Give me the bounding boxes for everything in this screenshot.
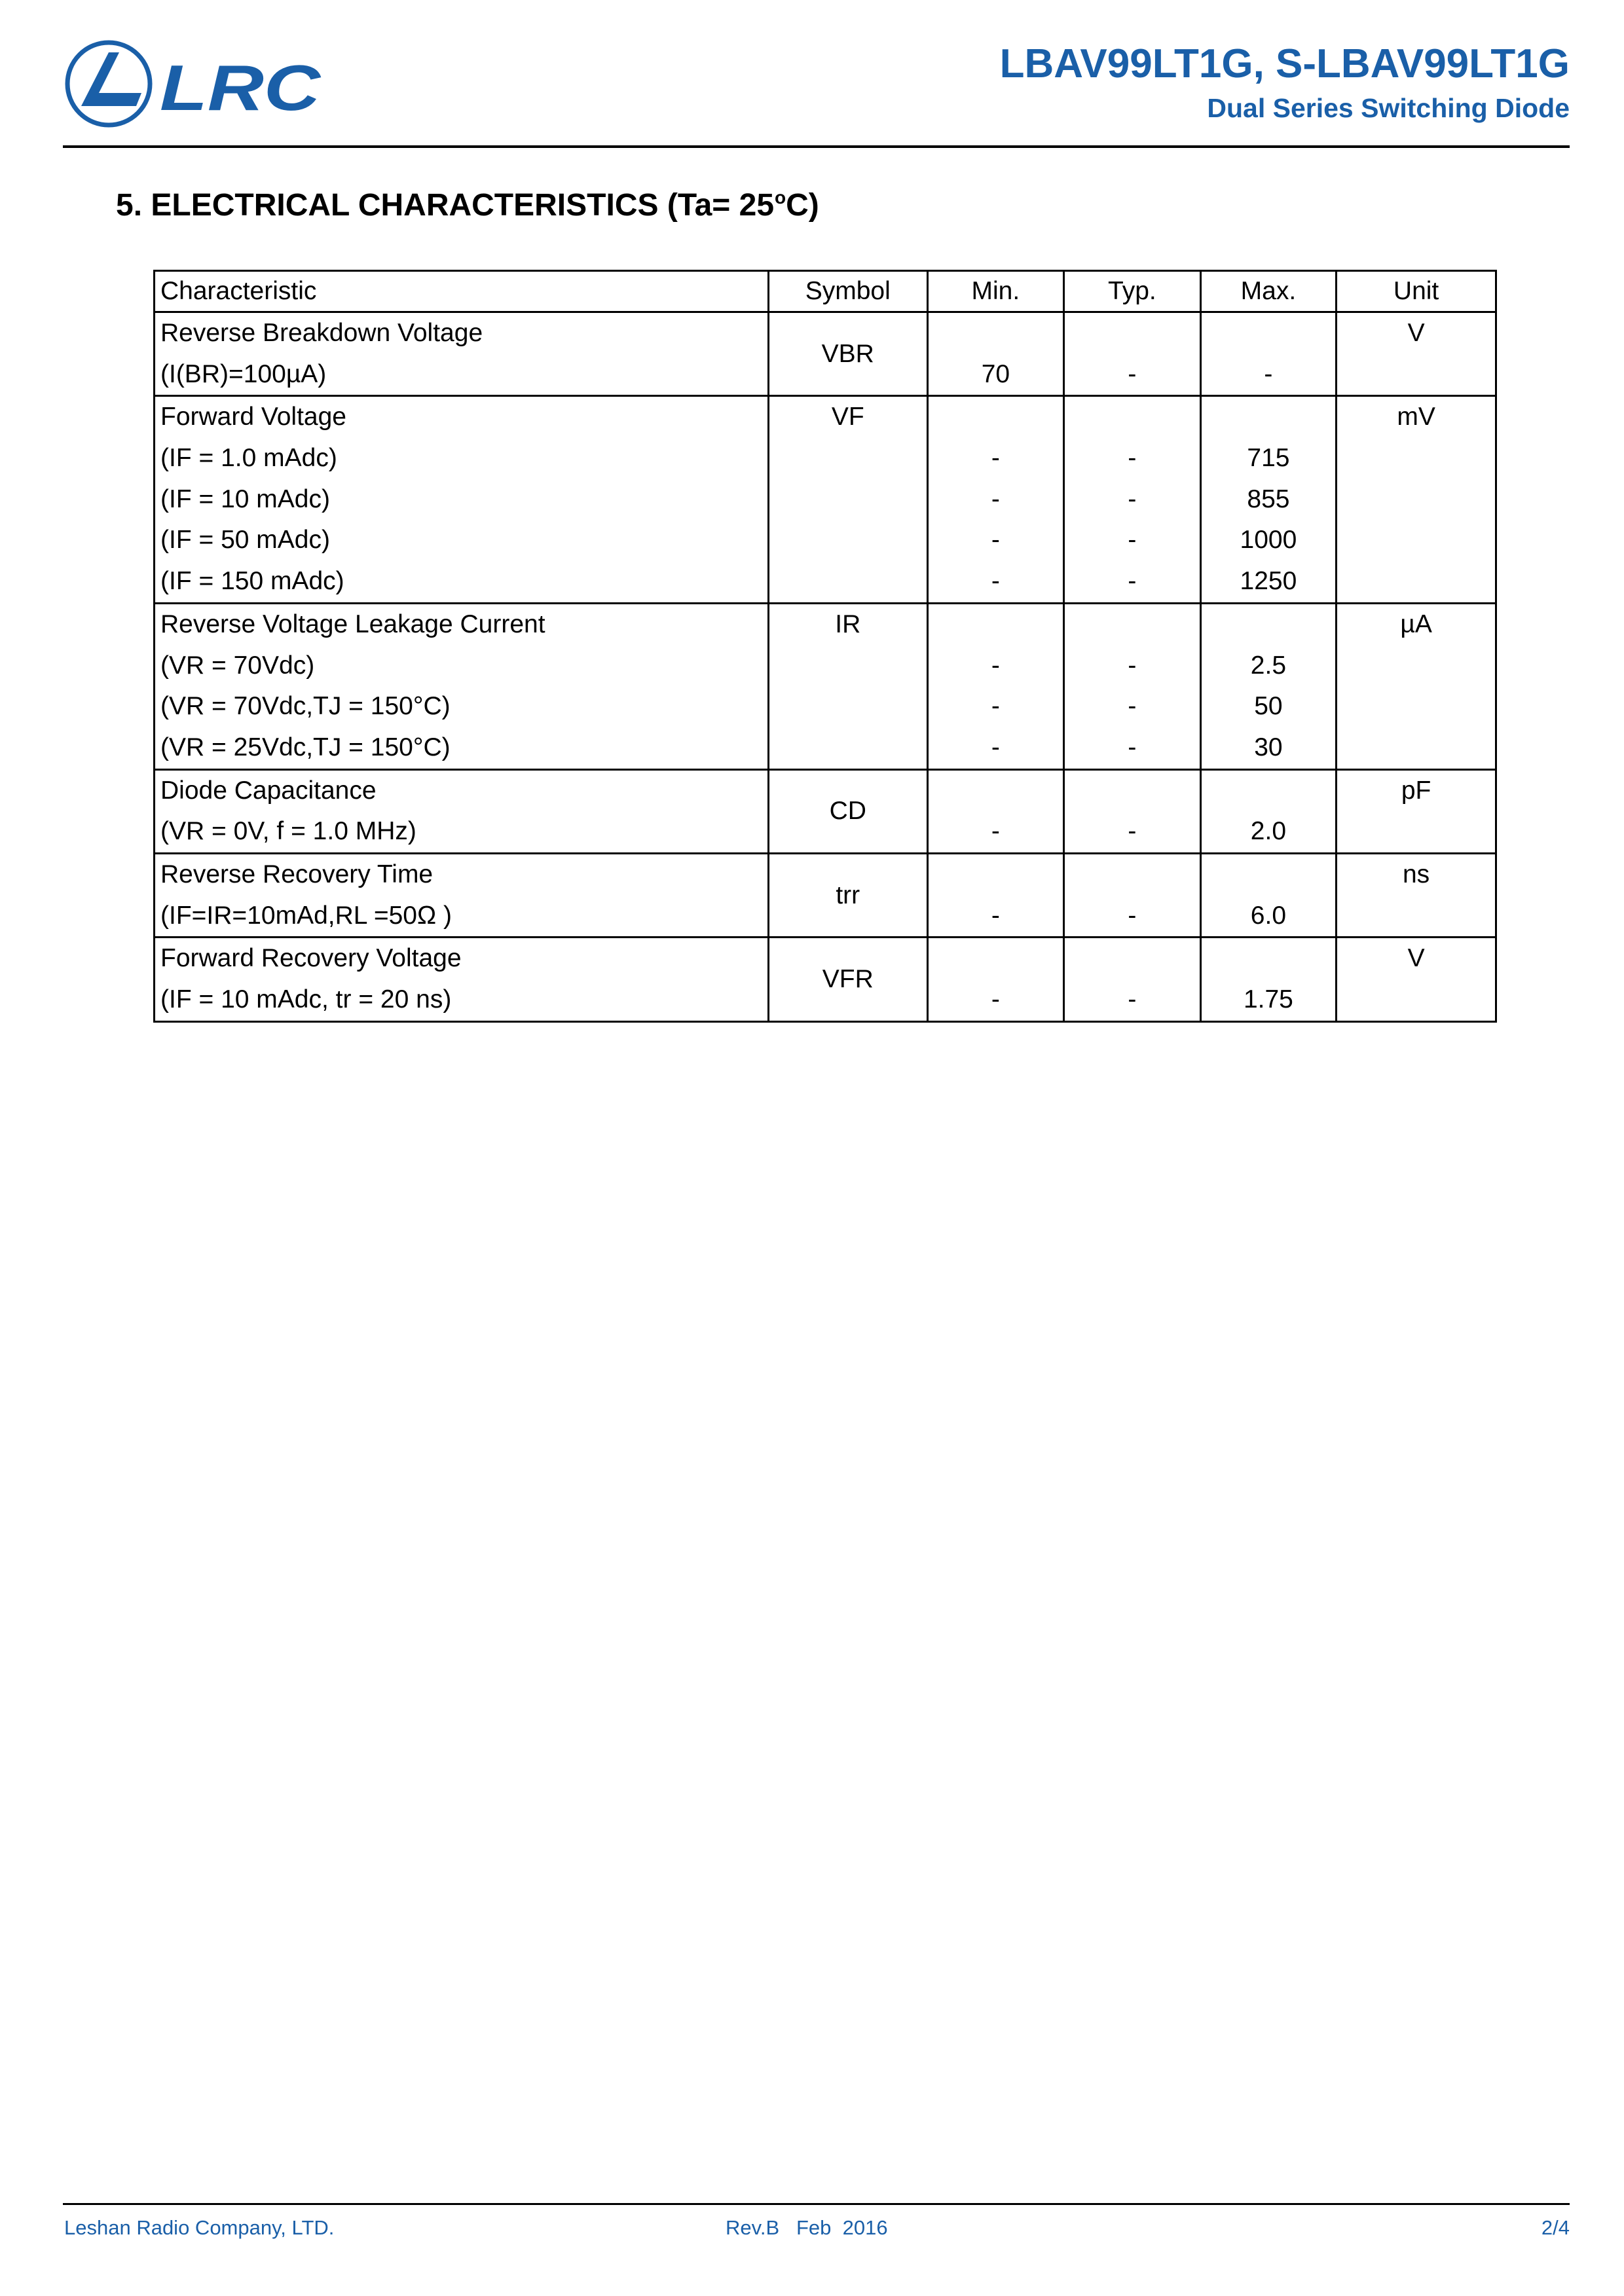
section-title-degree: o: [775, 187, 786, 208]
max-cell: [1200, 769, 1337, 853]
max-value: 715: [1247, 444, 1290, 473]
min-value: -: [991, 484, 1000, 513]
document-title: LBAV99LT1G, S-LBAV99LT1G: [999, 41, 1570, 86]
max-value: 2.5: [1250, 651, 1287, 680]
condition-text: (VR = 70Vdc): [160, 651, 315, 680]
max-value: 50: [1254, 692, 1283, 721]
max-cell: [1200, 938, 1337, 1021]
min-cell: [927, 769, 1064, 853]
min-value: -: [991, 651, 1000, 680]
table-header-row: [155, 271, 1496, 312]
min-value: 70: [981, 359, 1010, 388]
unit-value: V: [1407, 319, 1425, 347]
table-row-forward-voltage: [155, 396, 1496, 603]
table-row-reverse-breakdown-voltage: [155, 312, 1496, 396]
symbol-value: VBR: [821, 339, 874, 368]
characteristic-name: Reverse Breakdown Voltage: [160, 319, 483, 347]
min-value: -: [991, 692, 1000, 721]
max-value: 1250: [1240, 567, 1297, 596]
condition-text: (IF = 10 mAdc, tr = 20 ns): [160, 985, 452, 1013]
logo-emblem: [81, 52, 141, 106]
min-value: -: [991, 733, 1000, 761]
document-subtitle: Dual Series Switching Diode: [1207, 93, 1570, 123]
max-value: 855: [1247, 484, 1290, 513]
min-cell: [927, 853, 1064, 937]
table-row-reverse-recovery-time: [155, 853, 1496, 937]
header-typ: Typ.: [1064, 271, 1201, 312]
section-title-end: C): [786, 188, 819, 223]
typ-cell: [1064, 312, 1201, 396]
condition-text: (VR = 70Vdc,TJ = 150°C): [160, 692, 451, 721]
unit-cell: [1337, 396, 1496, 603]
characteristic-name: Forward Recovery Voltage: [160, 944, 462, 973]
symbol-value: VF: [831, 403, 864, 431]
condition-text: (I(BR)=100µA): [160, 359, 327, 388]
min-cell: [927, 312, 1064, 396]
header-divider: [63, 145, 1570, 148]
typ-value: -: [1128, 651, 1137, 680]
lrc-logo: [63, 38, 325, 130]
max-value: 30: [1254, 733, 1283, 761]
min-value: -: [991, 526, 1000, 555]
symbol-cell: [768, 938, 927, 1021]
unit-cell: [1337, 938, 1496, 1021]
typ-value: -: [1128, 444, 1137, 473]
typ-cell: [1064, 769, 1201, 853]
condition-text: (VR = 0V, f = 1.0 MHz): [160, 817, 416, 846]
condition-text: (IF = 50 mAdc): [160, 526, 330, 555]
typ-value: -: [1128, 985, 1137, 1013]
typ-value: -: [1128, 692, 1137, 721]
header-characteristic: Characteristic: [155, 271, 769, 312]
logo-text: LRC: [160, 52, 322, 124]
symbol-value: CD: [829, 797, 866, 826]
typ-cell: [1064, 603, 1201, 769]
condition-text: (IF=IR=10mAd,RL =50Ω ): [160, 901, 452, 930]
max-cell: [1200, 603, 1337, 769]
characteristic-cell: [155, 938, 769, 1021]
max-value: 2.0: [1250, 817, 1287, 846]
typ-cell: [1064, 396, 1201, 603]
unit-cell: [1337, 312, 1496, 396]
typ-value: -: [1128, 484, 1137, 513]
typ-value: -: [1128, 567, 1137, 596]
footer-company: Leshan Radio Company, LTD.: [64, 2216, 335, 2239]
table-row-forward-recovery-voltage: [155, 938, 1496, 1021]
header-max: Max.: [1200, 271, 1337, 312]
min-cell: [927, 603, 1064, 769]
unit-value: mV: [1397, 403, 1435, 431]
symbol-cell: [768, 603, 927, 769]
footer-divider: [63, 2203, 1570, 2205]
symbol-value: VFR: [822, 965, 874, 993]
max-value: -: [1264, 359, 1273, 388]
table-row-reverse-leakage-current: [155, 603, 1496, 769]
max-cell: [1200, 312, 1337, 396]
unit-cell: [1337, 769, 1496, 853]
section-title-main: 5. ELECTRICAL CHARACTERISTICS (Ta= 25: [116, 188, 775, 223]
characteristic-cell: [155, 853, 769, 937]
characteristic-name: Forward Voltage: [160, 403, 346, 431]
typ-value: -: [1128, 817, 1137, 846]
table-row-diode-capacitance: [155, 769, 1496, 853]
symbol-value: IR: [835, 610, 861, 638]
symbol-cell: [768, 312, 927, 396]
characteristic-name: Reverse Voltage Leakage Current: [160, 610, 545, 638]
characteristic-cell: [155, 603, 769, 769]
footer-page-number: 2/4: [1541, 2216, 1570, 2239]
header-unit: Unit: [1337, 271, 1496, 312]
characteristic-name: Diode Capacitance: [160, 776, 377, 805]
unit-cell: [1337, 603, 1496, 769]
min-value: -: [991, 567, 1000, 596]
symbol-cell: [768, 396, 927, 603]
typ-cell: [1064, 938, 1201, 1021]
characteristic-name: Reverse Recovery Time: [160, 860, 434, 888]
max-cell: [1200, 853, 1337, 937]
min-value: -: [991, 985, 1000, 1013]
symbol-value: trr: [836, 881, 860, 909]
footer-revision: Rev.B Feb 2016: [726, 2216, 888, 2239]
typ-value: -: [1128, 733, 1137, 761]
min-value: -: [991, 817, 1000, 846]
min-value: -: [991, 444, 1000, 473]
electrical-characteristics-table: [153, 270, 1497, 1023]
min-cell: [927, 396, 1064, 603]
header-symbol: Symbol: [768, 271, 927, 312]
unit-value: ns: [1402, 860, 1430, 888]
unit-value: µA: [1400, 610, 1432, 638]
typ-value: -: [1128, 359, 1137, 388]
condition-text: (VR = 25Vdc,TJ = 150°C): [160, 733, 451, 761]
max-value: 6.0: [1250, 901, 1287, 930]
symbol-cell: [768, 853, 927, 937]
characteristic-cell: [155, 312, 769, 396]
min-cell: [927, 938, 1064, 1021]
condition-text: (IF = 150 mAdc): [160, 567, 344, 596]
max-value: 1.75: [1243, 985, 1293, 1013]
unit-value: V: [1407, 944, 1425, 973]
characteristic-cell: [155, 396, 769, 603]
symbol-cell: [768, 769, 927, 853]
condition-text: (IF = 10 mAdc): [160, 484, 330, 513]
max-cell: [1200, 396, 1337, 603]
typ-value: -: [1128, 526, 1137, 555]
unit-value: pF: [1401, 776, 1431, 805]
typ-value: -: [1128, 901, 1137, 930]
condition-text: (IF = 1.0 mAdc): [160, 444, 337, 473]
header-min: Min.: [927, 271, 1064, 312]
section-title: [116, 187, 819, 223]
typ-cell: [1064, 853, 1201, 937]
unit-cell: [1337, 853, 1496, 937]
max-value: 1000: [1240, 526, 1297, 555]
min-value: -: [991, 901, 1000, 930]
characteristic-cell: [155, 769, 769, 853]
